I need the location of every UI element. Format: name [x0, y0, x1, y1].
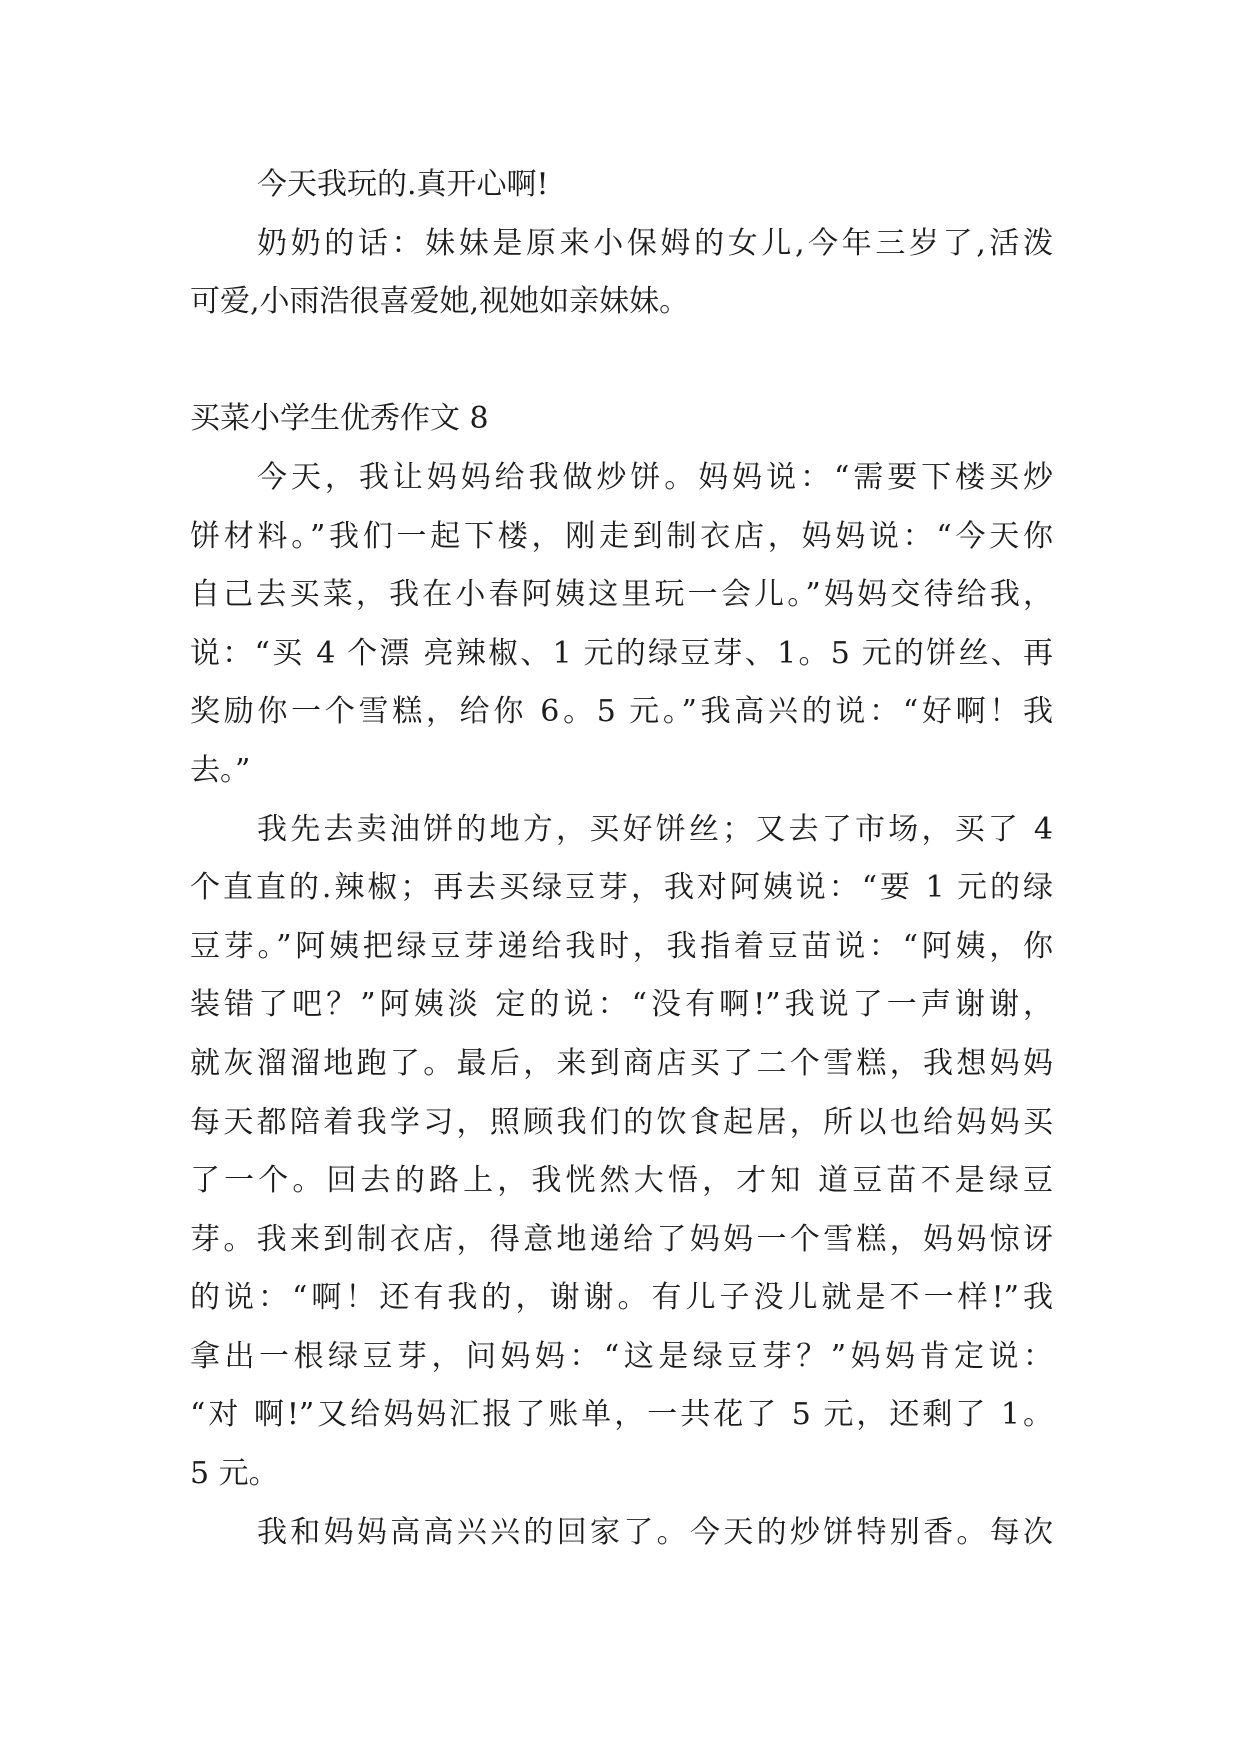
paragraph-line: 了一个。回去的路上，我恍然大悟，才知 道豆苗不是绿豆: [190, 1163, 1053, 1199]
paragraph-line: 每天都陪着我学习，照顾我们的饮食起居，所以也给妈妈买: [190, 1104, 1053, 1140]
paragraph-spacer: [190, 332, 1053, 391]
document-body: [190, 156, 1053, 1562]
paragraph-line: 今天我玩的.真开心啊!: [257, 167, 549, 202]
paragraph-line: 装错了吧？”阿姨淡 定的说：“没有啊!”我说了一声谢谢，: [190, 987, 1053, 1023]
paragraph-line: 就灰溜溜地跑了。最后，来到商店买了二个雪糕，我想妈妈: [190, 1045, 1053, 1081]
paragraph-line: 奶奶的话：妹妹是原来小保姆的女儿,今年三岁了,活泼: [257, 225, 1053, 261]
paragraph-line: 芽。我来到制衣店，得意地递给了妈妈一个雪糕，妈妈惊讶: [190, 1221, 1053, 1257]
paragraph-line: 饼材料。”我们一起下楼，刚走到制衣店，妈妈说：“今天你: [190, 518, 1053, 554]
paragraph-line: 我先去卖油饼的地方，买好饼丝；又去了市场，买了 4: [257, 811, 1053, 847]
paragraph-line: 今天，我让妈妈给我做炒饼。妈妈说：“需要下楼买炒: [257, 459, 1053, 495]
paragraph-line: “对 啊!”又给妈妈汇报了账单，一共花了 5 元，还剩了 1。: [190, 1397, 1053, 1433]
paragraph-line: 去。”: [190, 752, 251, 788]
paragraph-line: 豆芽。”阿姨把绿豆芽递给我时，我指着豆苗说：“阿姨，你: [190, 928, 1053, 964]
paragraph-line: 拿出一根绿豆芽，问妈妈：“这是绿豆芽？”妈妈肯定说：: [190, 1338, 1053, 1374]
paragraph-line: 我和妈妈高高兴兴的回家了。今天的炒饼特别香。每次: [257, 1514, 1053, 1550]
paragraph-line: 的说：“啊！还有我的，谢谢。有儿子没儿就是不一样!”我: [190, 1280, 1053, 1316]
paragraph-line: 自己去买菜，我在小春阿姨这里玩一会儿。”妈妈交待给我，: [190, 577, 1053, 613]
paragraph-line: 说：“买 4 个漂 亮辣椒、1 元的绿豆芽、1。5 元的饼丝、再: [190, 635, 1053, 671]
section-title: 买菜小学生优秀作文 8: [190, 401, 489, 437]
paragraph-line: 可爱,小雨浩很喜爱她,视她如亲妹妹。: [190, 284, 690, 320]
paragraph-line: 奖励你一个雪糕，给你 6。5 元。”我高兴的说：“好啊！我: [190, 694, 1053, 730]
paragraph-line: 个直直的.辣椒；再去买绿豆芽，我对阿姨说：“要 1 元的绿: [190, 870, 1053, 906]
paragraph-line: 5 元。: [190, 1456, 279, 1492]
